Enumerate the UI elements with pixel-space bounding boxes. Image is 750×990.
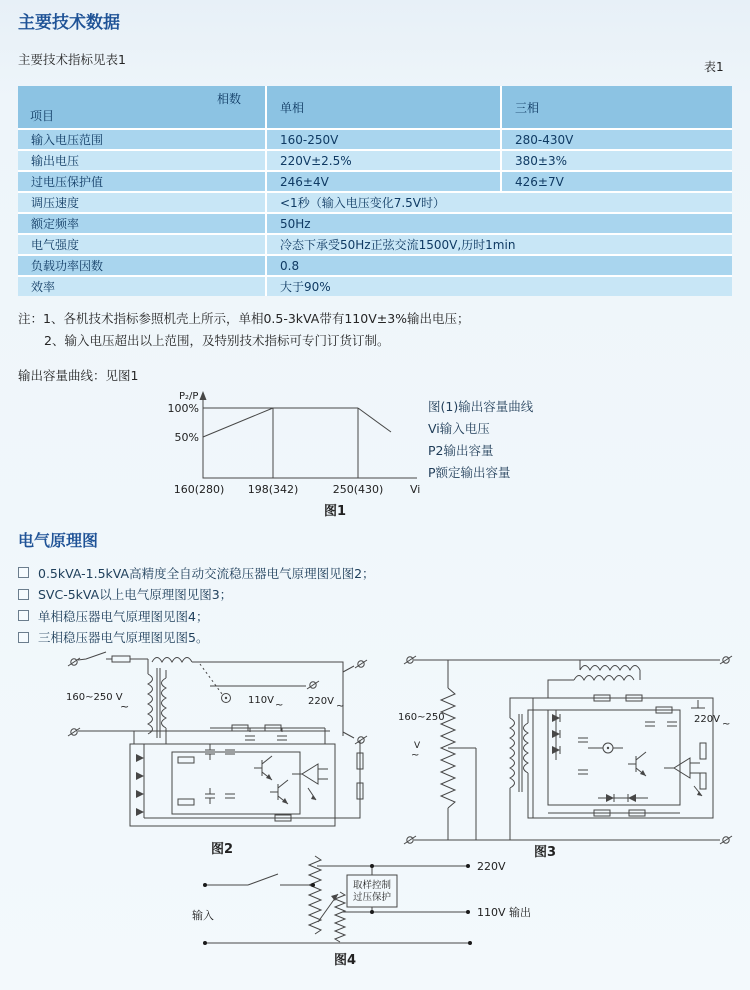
output-terminal-icon [307, 681, 319, 689]
transistor-icon [270, 780, 288, 804]
fig2-input-ac: ~ [120, 700, 130, 713]
fig2-220v-ac: ~ [336, 701, 345, 712]
checklist-item-label: SVC-5kVA以上电气原理图见图3； [38, 587, 233, 603]
transformer-icon [510, 698, 548, 840]
corner-label-phase: 相数 [216, 92, 241, 106]
figure4-schematic [190, 850, 545, 950]
section2-title: 电气原理图 [18, 531, 99, 550]
figure1-caption: 图1 [323, 504, 347, 519]
row-label: 电气强度 [18, 235, 265, 254]
fig4-input-label: 输入 [192, 909, 214, 922]
line-choke-icon [548, 660, 640, 698]
transistor-icon [254, 756, 272, 780]
spec-table [18, 86, 732, 296]
checkbox-icon [18, 632, 29, 643]
figure2-schematic [60, 648, 395, 840]
row-value: 0.8 [267, 256, 732, 275]
control-box-line2: 过压保护 [352, 892, 392, 903]
fig2-110v-ac: ~ [275, 700, 284, 711]
checklist-item [18, 562, 375, 584]
legend-line: Vi输入电压 [428, 421, 490, 436]
checklist-item [18, 627, 375, 649]
checkbox-icon [18, 610, 29, 621]
figure3-caption: 图3 [533, 845, 557, 860]
switch-icon [205, 874, 312, 885]
checkbox-icon [18, 589, 29, 600]
variac-icon [441, 660, 476, 840]
corner-label-item: 项目 [30, 109, 55, 123]
output-terminal-icon [720, 836, 732, 844]
fig2-input-label: 160~250 V [66, 692, 123, 703]
figure3-schematic [398, 648, 738, 848]
servo-motor-icon [603, 743, 613, 753]
y-axis-title: P₂/P [179, 391, 199, 402]
fuse-icon [112, 656, 130, 662]
row-label: 调压速度 [18, 193, 265, 212]
ytick-50: 50% [174, 431, 199, 444]
row-label: 输入电压范围 [18, 130, 265, 149]
checkbox-icon [18, 567, 29, 578]
control-board [533, 695, 713, 818]
ytick-100: 100% [167, 402, 199, 415]
xtick-198: 198(342) [247, 483, 299, 496]
col-header-single: 单相 [267, 86, 500, 128]
row-value-three: 280-430V [502, 130, 732, 149]
row-value-single: 246±4V [267, 172, 500, 191]
motor-link-dotted [200, 664, 222, 694]
xtick-250: 250(430) [332, 483, 384, 496]
transistor-icon [628, 752, 646, 776]
row-value: 冷态下承受50Hz正弦交流1500V,历时1min [267, 235, 732, 254]
fig3-220v-label: 220V [694, 714, 720, 725]
control-board [130, 725, 363, 826]
opamp-icon [664, 758, 700, 778]
output-terminal-icon [720, 656, 732, 664]
notes-block [18, 308, 718, 352]
table-tag: 表1 [704, 60, 724, 74]
y-axis-arrow-icon [200, 391, 207, 400]
fig3-input-ac: ~ [411, 750, 420, 761]
switch-icon [78, 652, 112, 660]
note-line-2: 2、输入电压超出以上范围，及特别技术指标可专门订货订制。 [44, 333, 390, 348]
input-terminal-icon [68, 658, 80, 666]
row-value: 大于90% [267, 277, 732, 296]
checklist-item-label: 三相稳压器电气原理图见图5。 [38, 630, 209, 646]
opamp-icon [292, 764, 328, 784]
fig2-110v-label: 110V [248, 695, 274, 706]
legend-line: 图(1)输出容量曲线 [428, 399, 534, 414]
schematic-checklist [18, 562, 375, 648]
figure2-caption: 图2 [210, 842, 234, 857]
output-capacity-chart [155, 386, 440, 518]
curve-intro: 输出容量曲线：见图1 [18, 368, 139, 383]
row-value: 50Hz [267, 214, 732, 233]
row-value-three: 380±3% [502, 151, 732, 170]
fig3-input-v: V [414, 741, 421, 751]
row-label: 效率 [18, 277, 265, 296]
checklist-item [18, 605, 375, 627]
fig2-220v-label: 220V [308, 696, 334, 707]
note-line-1: 注：1、各机技术指标参照机壳上所示，单相0.5-3kVA带有110V±3%输出电压； [18, 311, 470, 326]
autotransformer-coil-icon [309, 856, 321, 934]
col-header-three: 三相 [502, 86, 732, 128]
input-terminal-icon [68, 728, 80, 736]
x-axis-title: Vi [410, 483, 421, 496]
row-label: 负载功率因数 [18, 256, 265, 275]
output-terminal-icon [355, 660, 367, 668]
row-value: <1秒（输入电压变化7.5V时） [267, 193, 732, 212]
figure1-legend [428, 396, 533, 484]
fig4-110v-label: 110V 输出 [477, 906, 532, 919]
checklist-item [18, 584, 375, 606]
row-label: 过电压保护值 [18, 172, 265, 191]
row-value-single: 220V±2.5% [267, 151, 500, 170]
table-corner-cell [18, 86, 265, 128]
fig3-input-label: 160~250 [398, 712, 445, 723]
legend-line: P2输出容量 [428, 443, 494, 458]
page-title: 主要技术数据 [18, 13, 120, 33]
servo-motor-icon [222, 694, 231, 703]
legend-line: P额定输出容量 [428, 465, 511, 480]
output-terminal-icon [355, 736, 367, 744]
curve-rising [203, 408, 273, 437]
table-intro: 主要技术指标见表1 [18, 52, 126, 67]
figure4-caption: 图4 [333, 953, 357, 968]
checklist-item-label: 单相稳压器电气原理图见图4； [38, 608, 209, 624]
checklist-item-label: 0.5kVA-1.5kVA高精度全自动交流稳压器电气原理图见图2； [38, 565, 375, 581]
curve-falling [358, 408, 391, 432]
xtick-160: 160(280) [173, 483, 225, 496]
row-value-three: 426±7V [502, 172, 732, 191]
secondary-coil-icon [335, 892, 345, 942]
control-box-line1: 取样控制 [352, 880, 392, 891]
row-label: 额定频率 [18, 214, 265, 233]
row-value-single: 160-250V [267, 130, 500, 149]
fig4-220v-label: 220V [477, 860, 506, 873]
row-label: 输出电压 [18, 151, 265, 170]
fig3-220v-ac: ~ [722, 719, 731, 730]
